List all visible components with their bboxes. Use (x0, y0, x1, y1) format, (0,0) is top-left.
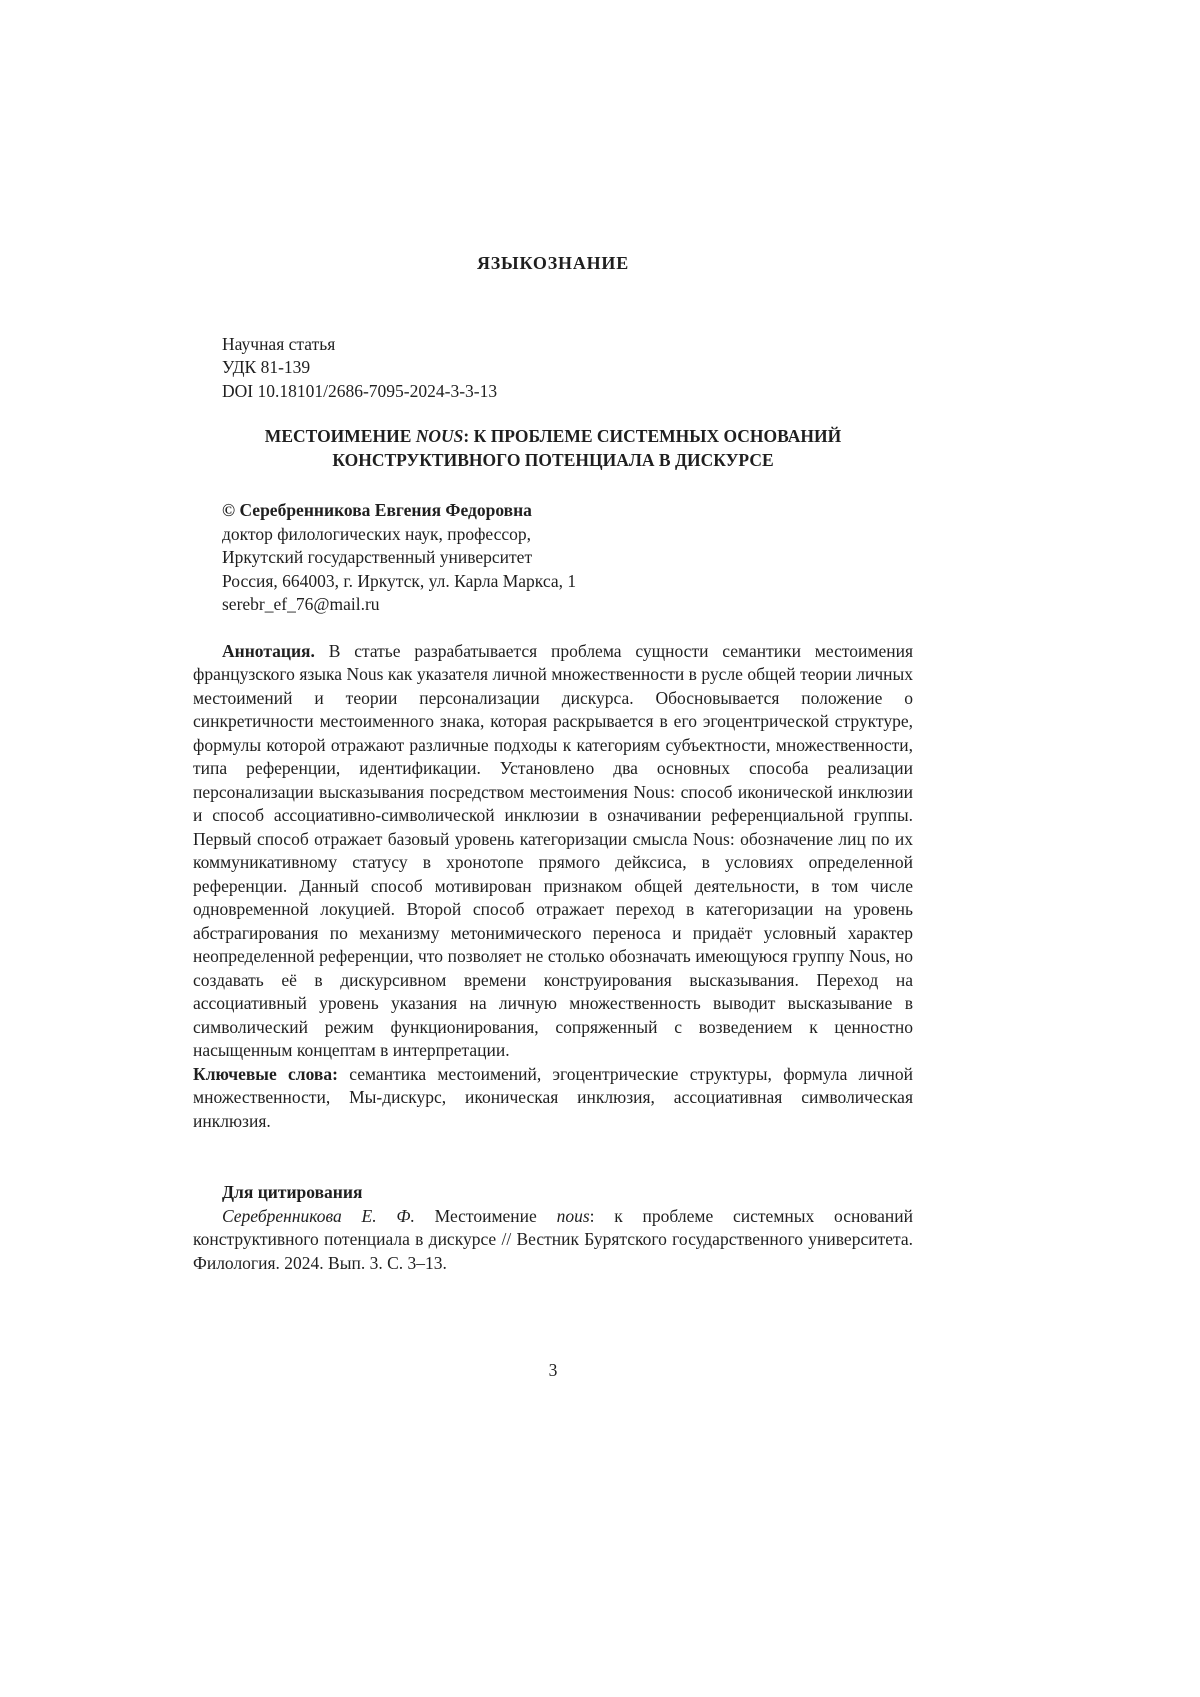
doi-number: DOI 10.18101/2686-7095-2024-3-3-13 (222, 380, 498, 401)
author-address: Россия, 664003, г. Иркутск, ул. Карла Маркса, 1 (222, 570, 577, 591)
author-email: serebr_ef_76@mail.ru (222, 594, 380, 614)
abstract-label: Аннотация. (222, 640, 315, 661)
citation-heading: Для цитирования (222, 1182, 363, 1202)
title-italic-word: NOUS (415, 426, 464, 446)
abstract-paragraph (193, 640, 913, 1063)
udc-number: УДК 81-139 (222, 357, 311, 377)
article-type-label: Научная статья (222, 333, 336, 354)
author-degree: доктор филологических наук, профессор, (222, 523, 532, 544)
citation-italic-word: nous (556, 1205, 590, 1226)
article-title-line1 (193, 425, 913, 449)
abstract-text: В статье разрабатывается проблема сущности семантики местоимения французского языка Nous как указателя личной множественности в русле общей теории личных местоимений и теории персонализации дискурса. Обосновывается положение о синкретичности местоименного знака, которая раскрывается в его эгоцентрической структуре, формулы которой отражают различные подходы к категориям субъектности, множественности, типа референции, идентификации. Установлено два основных способа реализации персонализации высказывания посредством местоимения Nous: способ иконической инклюзии и способ ассоциативно-символической инклюзии в означивании референциальной группы. Первый способ отражает базовый уровень категоризации смысла Nous: обозначение лиц по их коммуникативному статусу в хронотопе прямого дейксиса, в условиях определенной референции. Данный способ мотивирован признаком общей деятельности, в том числе одновременной локуцией. Второй способ отражает переход в категоризации на уровень абстрагирования по механизму метонимического переноса и придаёт условный характер неопределенной референции, что позволяет не столько обозначать имеющуюся группу Nous, но создавать её в дискурсивном времени конструирования высказывания. Переход на ассоциативный уровень указания на личную множественность выводит высказывание в символический режим функционирования, сопряженный с возведением к ценностно насыщенным концептам в интерпретации. (193, 640, 913, 1060)
keywords-label: Ключевые слова: (193, 1063, 338, 1084)
author-affiliation: Иркутский государственный университет (222, 547, 533, 567)
title-text-post: : К ПРОБЛЕМЕ СИСТЕМНЫХ ОСНОВАНИЙ (463, 426, 842, 446)
page-number: 3 (548, 1360, 558, 1380)
author-name: © Серебренникова Евгения Федоровна (222, 500, 532, 520)
section-heading: ЯЗЫКОЗНАНИЕ (476, 253, 630, 273)
article-title (193, 425, 913, 472)
citation-text-post: : к проблеме системных оснований конструктивного потенциала в дискурсе // Вестник Бурятского государственного университета. Филология. 2024. Вып. 3. С. 3–13. (193, 1205, 914, 1273)
title-text-pre: МЕСТОИМЕНИЕ (264, 426, 416, 446)
author-block (222, 499, 913, 617)
citation-text-pre: Местоимение (414, 1205, 557, 1226)
citation-author: Серебренникова Е. Ф. (222, 1205, 415, 1226)
citation-paragraph (193, 1205, 913, 1276)
article-content (193, 252, 913, 1275)
keywords-paragraph (193, 1063, 913, 1134)
keywords-text: семантика местоимений, эгоцентрические структуры, формула личной множественности, Мы-дискурс, иконическая инклюзия, ассоциативная символическая инклюзия. (193, 1063, 913, 1131)
article-meta (222, 333, 913, 404)
article-title-line2: КОНСТРУКТИВНОГО ПОТЕНЦИАЛА В ДИСКУРСЕ (332, 449, 774, 470)
